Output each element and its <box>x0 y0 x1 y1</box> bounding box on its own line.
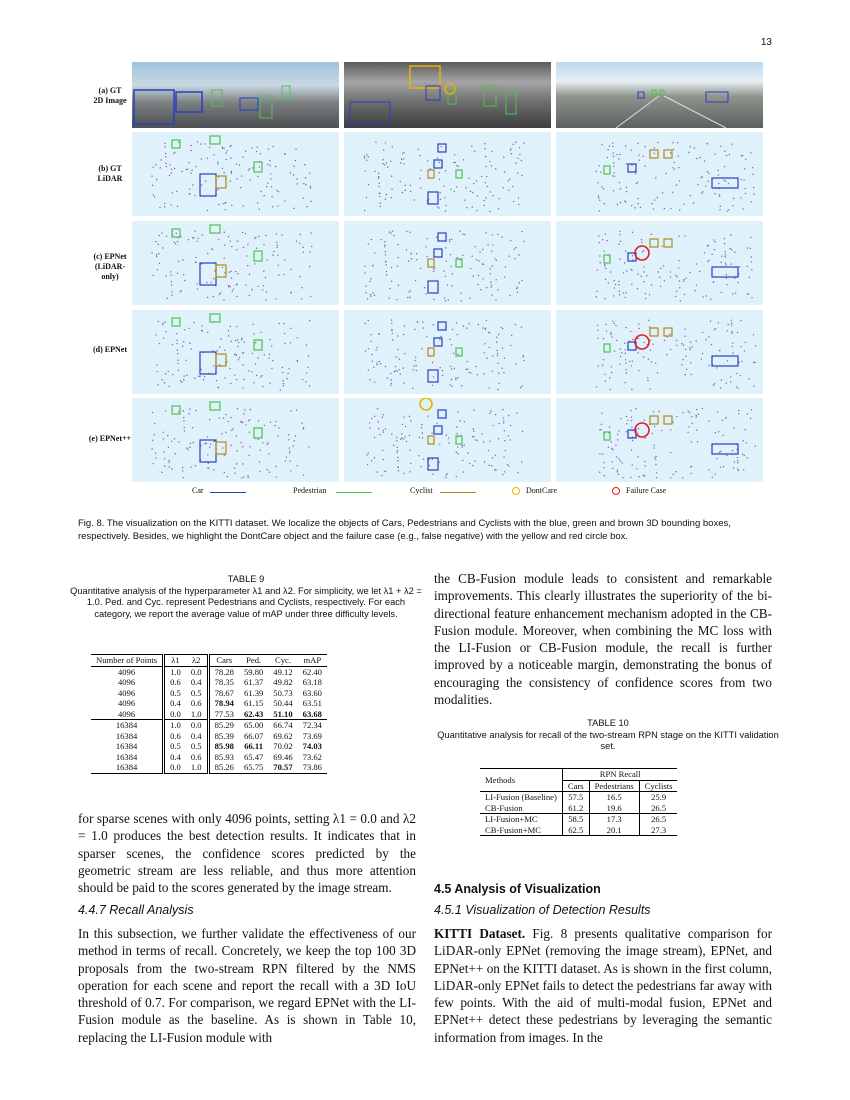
table9-cell: 62.43 <box>243 708 264 719</box>
table9-cell: 61.15 <box>243 698 264 708</box>
table9-cell: 4096 <box>91 677 164 688</box>
table9-cell: 0.5 <box>170 741 181 751</box>
table9-header: mAP <box>298 655 327 667</box>
table9-header: Cars <box>208 655 239 667</box>
table9-cell: 16384 <box>91 752 164 763</box>
table9-cell: 16384 <box>91 731 164 742</box>
table9-cell: 49.82 <box>273 677 293 687</box>
table9-cell: 63.68 <box>302 708 322 719</box>
table10-cell: 17.3 <box>589 814 639 825</box>
table9-cell: 0.4 <box>170 751 181 762</box>
right-paragraph-2 <box>434 925 772 1046</box>
kitti-lead: KITTI Dataset. <box>434 926 526 941</box>
table9-header: λ1 <box>164 655 186 667</box>
table9-cell: 0.0 <box>170 762 181 772</box>
table9-cell: 73.62 <box>302 751 322 762</box>
table9-cell: 0.5 <box>170 687 181 698</box>
section-heading-4-4-7: 4.4.7 Recall Analysis <box>78 903 194 917</box>
table10-cell: LI-Fusion (Baseline) <box>480 792 562 803</box>
table9-cell: 0.4 <box>186 731 208 742</box>
table9-cell: 0.5 <box>186 688 208 699</box>
table9-cell: 69.62 <box>273 730 293 741</box>
legend-car-line <box>210 492 246 493</box>
table9-cell: 63.51 <box>302 698 322 708</box>
table9-cell: 4096 <box>91 688 164 699</box>
table-row <box>91 741 327 752</box>
row-label-a: (a) GT 2D Image <box>93 86 127 105</box>
image-panel-scene3 <box>556 62 763 128</box>
table9-cell: 0.4 <box>186 677 208 688</box>
table10 <box>480 768 677 836</box>
table10-cell: 26.5 <box>651 802 667 813</box>
table9-cell: 70.02 <box>273 741 293 751</box>
table10-cell: CB-Fusion <box>480 803 562 814</box>
lidar-panel <box>344 221 551 305</box>
table10-cell: 57.5 <box>562 792 589 803</box>
table-row <box>91 698 327 709</box>
table9-cell: 1.0 <box>170 666 181 677</box>
right-paragraph-1: the CB-Fusion module leads to consistent and remarkable improvements. This clearly illustrates the superiority of the bi-directional feature enhancement mechanism adopted in the CB-Fusion module. Moreover, when combining the MC loss with the LI-Fusion or CB-Fusion module, the recall is further improved by a noticeable margin, demonstrating the bonus of encouraging the consistency of confidence scores from two modalities. <box>434 571 772 708</box>
page-number: 13 <box>760 37 772 48</box>
table9-header: Number of Points <box>91 655 164 667</box>
legend-pedestrian: Pedestrian <box>293 486 327 495</box>
table9-cell: 16384 <box>91 741 164 752</box>
table9-cell: 69.46 <box>273 751 293 762</box>
table9-cell: 1.0 <box>164 720 186 731</box>
table10-subheader: Cyclists <box>644 780 673 791</box>
table-row <box>91 720 327 731</box>
lidar-panel <box>344 398 551 482</box>
table10-cell: 58.5 <box>562 814 589 825</box>
lidar-panel <box>556 221 763 305</box>
legend-failure-circle <box>612 487 620 495</box>
table9-cell: 85.98 <box>214 741 234 751</box>
table9-cell: 4096 <box>91 698 164 709</box>
table10-cell: CB-Fusion+MC <box>480 825 562 836</box>
table10-subheader: Pedestrians <box>589 780 639 792</box>
table9-cell: 77.53 <box>214 708 234 719</box>
table9-cell: 50.73 <box>273 687 293 698</box>
table9-cell: 49.12 <box>273 666 293 677</box>
lidar-panel <box>344 132 551 216</box>
table10-cell: 26.5 <box>639 814 677 825</box>
table9-cell: 73.69 <box>302 730 322 741</box>
table9-header: λ2 <box>186 655 208 667</box>
lidar-panel <box>556 132 763 216</box>
table9-cell: 50.44 <box>273 698 293 708</box>
left-paragraph-1: for sparse scenes with only 4096 points, setting λ1 = 0.0 and λ2 = 1.0 produces the best detection results. It indicates that in sparser scenes, the confidence scores predicted by the geometric stream are less reliable, and thus more attention should be paid to the scores generated by the image stream. <box>78 811 416 896</box>
table10-subheader: Cars <box>562 780 589 792</box>
image-panel-scene1 <box>132 62 339 128</box>
row-label-b: (b) GT LiDAR <box>97 164 123 183</box>
legend-cyclist: Cyclist <box>410 486 433 495</box>
row-label-c: (c) EPNet (LiDAR-only) <box>93 252 127 281</box>
table9-cell: 0.6 <box>186 698 208 709</box>
table-row <box>91 666 327 677</box>
table9-cell: 0.0 <box>186 666 208 677</box>
section-heading-4-5-1: 4.5.1 Visualization of Detection Results <box>434 903 651 917</box>
figure-8 <box>88 62 768 514</box>
table9-cell: 74.03 <box>302 741 322 751</box>
section-heading-4-5: 4.5 Analysis of Visualization <box>434 882 601 896</box>
table-row <box>480 803 677 814</box>
figure-caption: Fig. 8. The visualization on the KITTI dataset. We localize the objects of Cars, Pedestrians and Cyclists with the blue, green and brown 3D bounding boxes, respectively. Besides, we highlight the DontCare object and the failure case (e.g., false negative) with the yellow and red circle box. <box>78 518 731 542</box>
table-row <box>91 688 327 699</box>
lidar-panel <box>132 398 339 482</box>
table9-cell: 0.6 <box>170 730 181 741</box>
table9-cell: 85.39 <box>214 730 234 741</box>
lidar-panel <box>132 221 339 305</box>
table9-cell: 66.11 <box>244 741 264 751</box>
table9-cell: 62.40 <box>302 666 322 677</box>
legend-dontcare-circle <box>512 487 520 495</box>
table10-cell: 20.1 <box>589 825 639 836</box>
table9-cell: 63.18 <box>302 677 322 687</box>
table9-cell: 78.67 <box>214 687 234 698</box>
left-paragraph-2: In this subsection, we further validate the effectiveness of our method in terms of recall. Concretely, we keep the top 100 3D proposals from the two-stream RPN filtered by the NMS operation for each scene and report the recall with a 3D IoU threshold of 0.7. For comparison, we regard EPNet with the LI-Fusion module as the baseline. As is shown in Table 10, replacing the LI-Fusion module with <box>78 926 416 1045</box>
table10-cell: 16.5 <box>589 792 639 803</box>
table9-cell: 72.34 <box>298 720 327 731</box>
row-label-d: (d) EPNet <box>93 345 127 354</box>
table-row <box>480 825 677 836</box>
table9-cell: 0.0 <box>186 720 208 731</box>
table9-cell: 0.6 <box>170 677 181 687</box>
right-paragraph-2-text: Fig. 8 presents qualitative comparison for LiDAR-only EPNet (removing the image stream), EPNet, and EPNet++ on the KITTI dataset. As is shown in the first column, LiDAR-only EPNet fails to detect the pedestrians far away with few points. With the aid of multi-modal fusion, EPNet and EPNet++ detect these pedestrians by leveraging the semantic information from images. In the <box>434 926 772 1045</box>
table-row <box>480 814 677 825</box>
legend-cyclist-line <box>440 492 476 493</box>
table9-cell: 66.07 <box>243 730 264 741</box>
table9-cell: 0.6 <box>186 752 208 763</box>
legend-dontcare: DontCare <box>526 486 558 495</box>
table9-cell: 1.0 <box>186 762 208 773</box>
lidar-panel <box>556 398 763 482</box>
table10-group-header: RPN Recall <box>562 769 677 781</box>
table9-cell: 0.0 <box>170 708 181 719</box>
table9-cell: 16384 <box>91 720 164 731</box>
table9-cell: 78.28 <box>214 666 234 677</box>
table9-cell: 16384 <box>91 762 164 773</box>
table9-cell: 66.74 <box>268 720 297 731</box>
lidar-panel <box>132 310 339 394</box>
table9 <box>91 654 327 774</box>
table9-cell: 65.75 <box>243 762 264 772</box>
lidar-panel <box>556 310 763 394</box>
table9-cell: 4096 <box>91 709 164 720</box>
table-row <box>91 762 327 773</box>
table9-cell: 0.5 <box>186 741 208 752</box>
lidar-panel <box>132 132 339 216</box>
table9-cell: 85.26 <box>214 762 234 772</box>
table9-cell: 73.86 <box>302 762 322 772</box>
table9-title: TABLE 9 Quantitative analysis of the hyperparameter λ1 and λ2. For simplicity, we let λ1 + λ2 = 1.0. Ped. and Cyc. represent Pedestrians and Cyclists, respectively. For each category, we report the average value of mAP under three difficulty levels. <box>70 574 422 619</box>
legend-failure: Failure Case <box>626 486 667 495</box>
table10-cell: 19.6 <box>589 803 639 814</box>
table10-cell: 25.9 <box>639 792 677 803</box>
table9-cell: 61.39 <box>243 687 264 698</box>
table-row <box>480 792 677 803</box>
row-label-e: (e) EPNet++ <box>88 434 132 443</box>
table9-cell: 85.29 <box>208 720 239 731</box>
table10-title: TABLE 10 Quantitative analysis for recall of the two-stream RPN stage on the KITTI validation set. <box>437 718 779 751</box>
table9-cell: 65.00 <box>239 720 268 731</box>
image-panel-scene2 <box>344 62 551 128</box>
table9-header: Ped. <box>239 655 268 667</box>
table-row <box>91 731 327 742</box>
table10-methods-header: Methods <box>480 769 562 792</box>
table-row <box>91 677 327 688</box>
table9-cell: 61.37 <box>243 677 264 687</box>
table9-cell: 4096 <box>91 666 164 677</box>
table10-cell: LI-Fusion+MC <box>480 814 562 825</box>
table9-cell: 65.47 <box>243 751 264 762</box>
table9-cell: 78.35 <box>214 677 234 687</box>
figure-legend <box>88 486 768 500</box>
table9-cell: 63.60 <box>302 687 322 698</box>
table10-cell: 61.2 <box>562 803 589 814</box>
legend-car: Car <box>192 486 204 495</box>
table9-cell: 70.57 <box>273 762 293 772</box>
table9-cell: 78.94 <box>214 698 234 708</box>
table10-cell: 27.3 <box>651 824 667 835</box>
table9-cell: 1.0 <box>186 709 208 720</box>
table-row <box>91 709 327 720</box>
table10-cell: 62.5 <box>562 825 589 836</box>
lidar-panel <box>344 310 551 394</box>
table9-cell: 59.80 <box>243 666 264 677</box>
table9-cell: 0.4 <box>170 698 181 708</box>
table-row <box>91 752 327 763</box>
legend-pedestrian-line <box>336 492 372 493</box>
table9-cell: 85.93 <box>214 751 234 762</box>
table9-header: Cyc. <box>268 655 297 667</box>
table9-cell: 51.10 <box>273 708 293 719</box>
